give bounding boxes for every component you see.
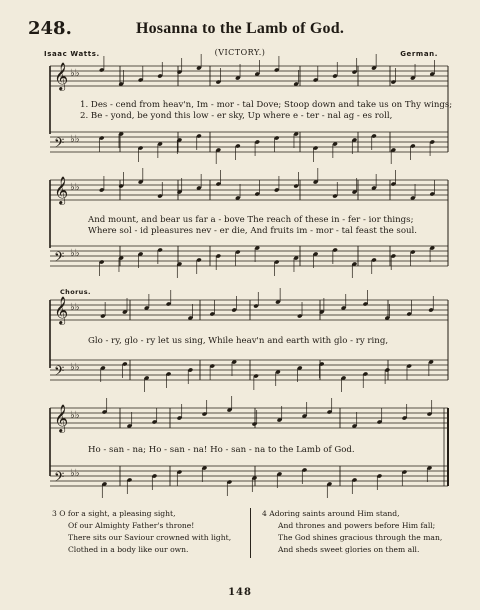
lyric-line: 2. Be - yond, be yond this low - er sky, Up where e - ter - nal ag - es roll, bbox=[80, 111, 393, 121]
bass-clef-icon: 𝄢 bbox=[54, 135, 65, 154]
bass-clef-icon: 𝄢 bbox=[54, 363, 65, 382]
treble-clef-icon: 𝄞 bbox=[54, 296, 69, 324]
verse-line: And sheds sweet glories on them all. bbox=[278, 545, 420, 554]
key-signature-icon: ♭♭ bbox=[70, 468, 80, 479]
treble-clef-icon: 𝄞 bbox=[54, 404, 69, 432]
hymn-number: 248. bbox=[28, 18, 72, 39]
verse-line: And thrones and powers before Him fall; bbox=[278, 521, 436, 530]
verse-line: 3 O for a sight, a pleasing sight, bbox=[52, 509, 176, 518]
hymn-title: Hosanna to the Lamb of God. bbox=[135, 20, 345, 37]
bass-clef-icon: 𝄢 bbox=[54, 469, 65, 488]
key-signature-icon: ♭♭ bbox=[70, 302, 80, 313]
verse-3 bbox=[52, 508, 231, 556]
verse-line: The God shines gracious through the man, bbox=[278, 533, 443, 542]
tune-name: (VICTORY.) bbox=[214, 48, 266, 57]
verse-4 bbox=[262, 508, 442, 556]
bass-clef-icon: 𝄢 bbox=[54, 249, 65, 268]
key-signature-icon: ♭♭ bbox=[70, 68, 80, 79]
page-number: 148 bbox=[228, 587, 252, 598]
treble-clef-icon: 𝄞 bbox=[54, 62, 69, 90]
treble-clef-icon: 𝄞 bbox=[54, 176, 69, 204]
lyric-line: Ho - san - na; Ho - san - na! Ho - san - na to the Lamb of God. bbox=[88, 445, 355, 455]
lyric-line: Where sol - id pleasures nev - er die, And fruits im - mor - tal feast the soul. bbox=[88, 226, 418, 236]
verse-line: 4 Adoring saints around Him stand, bbox=[262, 509, 400, 518]
lyric-line: And mount, and bear us far a - bove The reach of these in - fer - ior things; bbox=[88, 215, 414, 225]
key-signature-icon: ♭♭ bbox=[70, 410, 80, 421]
verse-divider bbox=[250, 508, 251, 558]
verse-line: Of our Almighty Father's throne! bbox=[68, 521, 195, 530]
author-credit: Isaac Watts. bbox=[44, 50, 100, 58]
key-signature-icon: ♭♭ bbox=[70, 362, 80, 373]
tune-origin: German. bbox=[400, 50, 438, 58]
verse-line: Clothed in a body like our own. bbox=[68, 545, 189, 554]
key-signature-icon: ♭♭ bbox=[70, 134, 80, 145]
key-signature-icon: ♭♭ bbox=[70, 248, 80, 259]
verse-line: There sits our Saviour crowned with light, bbox=[68, 533, 232, 542]
lyric-line: 1. Des - cend from heav'n, Im - mor - tal Dove; Stoop down and take us on Thy wings; bbox=[80, 100, 453, 110]
lyric-line: Glo - ry, glo - ry let us sing, While heav'n and earth with glo - ry ring, bbox=[88, 336, 389, 346]
chorus-label: Chorus. bbox=[60, 288, 91, 296]
key-signature-icon: ♭♭ bbox=[70, 182, 80, 193]
